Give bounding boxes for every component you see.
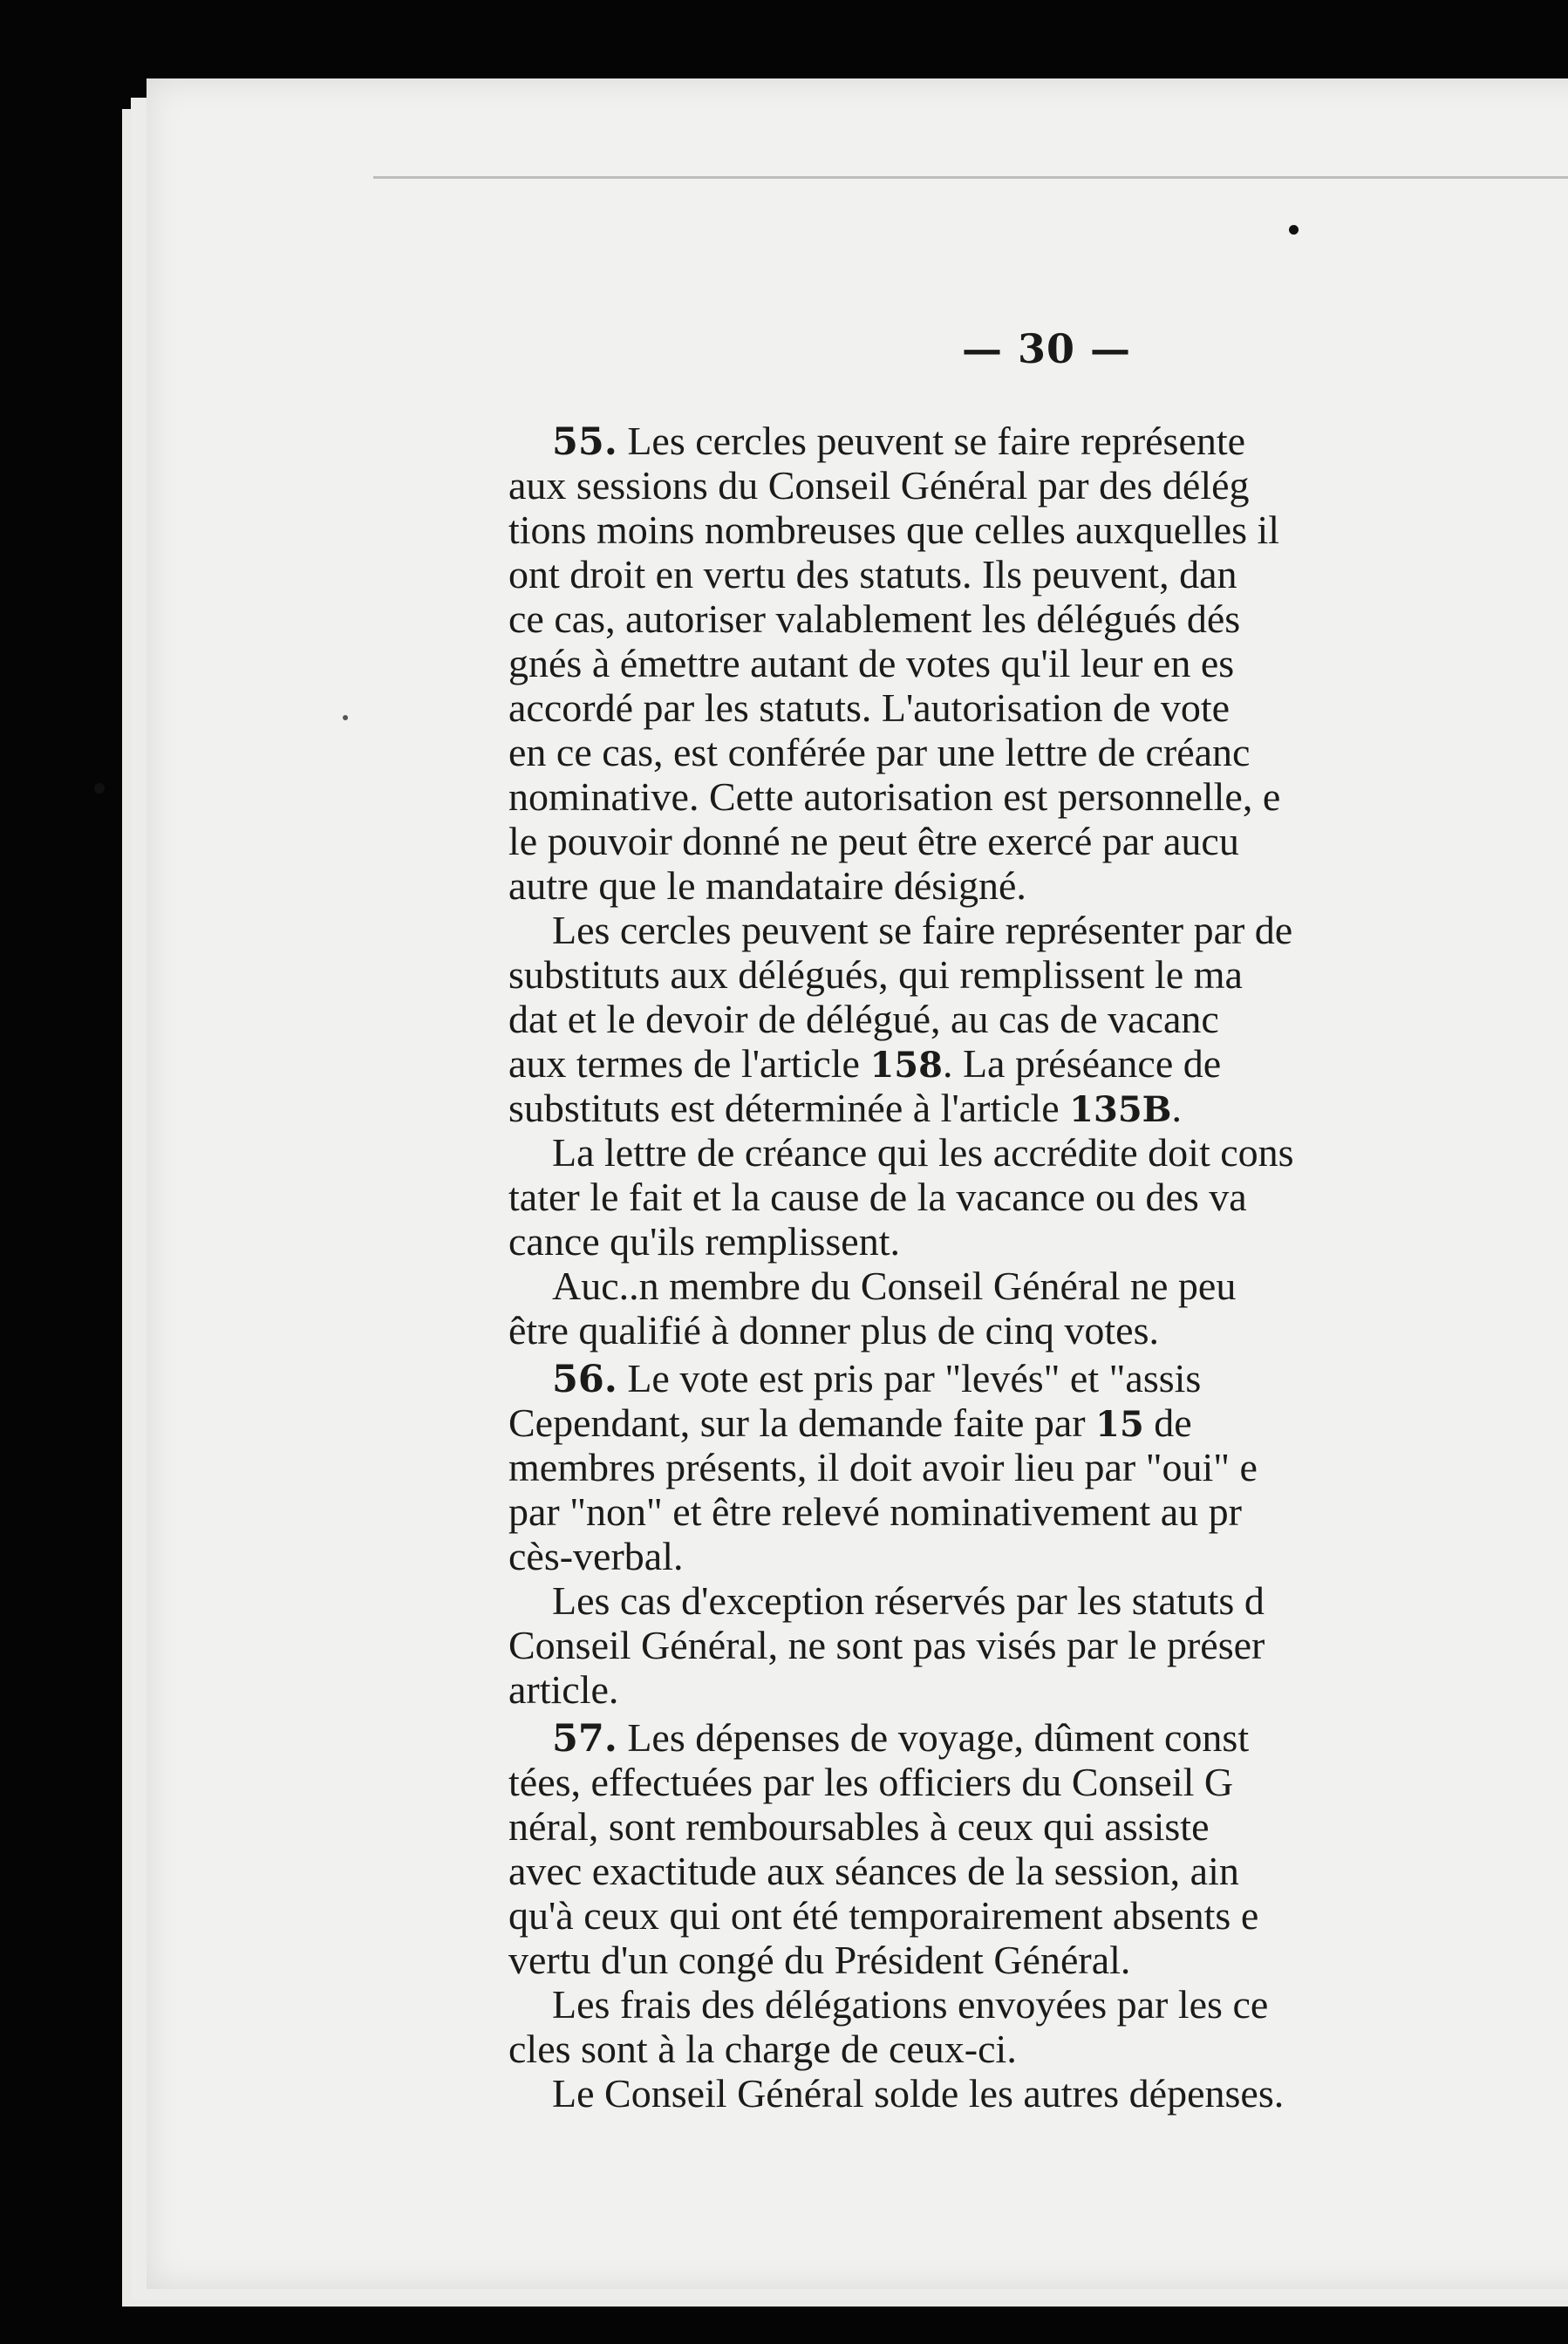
- text-segment: qu'à ceux qui ont été temporairement absents e: [508, 1893, 1259, 1938]
- text-segment: membres présents, il doit avoir lieu par "oui" e: [508, 1445, 1258, 1489]
- text-line: [508, 2027, 1568, 2071]
- text-line: [508, 997, 1568, 1041]
- text-line: [508, 1041, 1568, 1086]
- article-reference: 158: [869, 1045, 943, 1086]
- text-segment: Les dépenses de voyage, dûment const: [617, 1715, 1250, 1760]
- text-line: [508, 463, 1568, 508]
- page-number: — 30 —: [961, 325, 1132, 372]
- text-line: [508, 730, 1568, 774]
- page-top-rule: [373, 176, 1568, 179]
- text-line: [508, 2071, 1568, 2116]
- text-segment: nominative. Cette autorisation est personnelle, e: [508, 774, 1281, 819]
- text-segment: substituts aux délégués, qui remplissent le ma: [508, 952, 1243, 997]
- text-segment: tées, effectuées par les officiers du Conseil G: [508, 1760, 1234, 1804]
- text-line: [508, 1175, 1568, 1219]
- text-segment: article.: [508, 1667, 619, 1712]
- text-segment: La lettre de créance qui les accrédite doit cons: [552, 1130, 1294, 1175]
- text-segment: de: [1143, 1400, 1192, 1445]
- text-line: [508, 1982, 1568, 2027]
- text-line: [508, 596, 1568, 641]
- text-line: [508, 1715, 1568, 1760]
- text-segment: Les cas d'exception réservés par les statuts d: [552, 1578, 1265, 1623]
- text-line: [508, 774, 1568, 819]
- article-number: 57.: [552, 1717, 617, 1760]
- text-segment: dat et le devoir de délégué, au cas de vacanc: [508, 997, 1219, 1041]
- article-reference: 15: [1095, 1404, 1144, 1445]
- text-segment: ont droit en vertu des statuts. Ils peuvent, dan: [508, 552, 1237, 596]
- text-line: [508, 1623, 1568, 1667]
- text-line: [508, 419, 1568, 463]
- text-line: [508, 1534, 1568, 1578]
- text-segment: cès-verbal.: [508, 1534, 684, 1578]
- text-segment: aux termes de l'article: [508, 1041, 870, 1086]
- ink-speck: [1289, 225, 1299, 235]
- text-line: [508, 1356, 1568, 1400]
- text-segment: Les cercles peuvent se faire représente: [617, 419, 1246, 463]
- text-segment: .: [1171, 1086, 1182, 1130]
- text-segment: Les frais des délégations envoyées par les ce: [552, 1982, 1269, 2027]
- text-line: [508, 1445, 1568, 1489]
- text-segment: aux sessions du Conseil Général par des délég: [508, 463, 1250, 508]
- text-line: [508, 1893, 1568, 1938]
- text-line: [508, 908, 1568, 952]
- text-line: [508, 1308, 1568, 1353]
- article-reference: 135B: [1069, 1089, 1172, 1130]
- text-segment: cles sont à la charge de ceux-ci.: [508, 2027, 1017, 2071]
- text-line: [508, 1760, 1568, 1804]
- text-segment: Les cercles peuvent se faire représenter par de: [552, 908, 1293, 952]
- text-line: [508, 1219, 1568, 1264]
- text-segment: ce cas, autoriser valablement les délégués dés: [508, 596, 1241, 641]
- text-segment: Le vote est pris par "levés" et "assis: [617, 1356, 1202, 1400]
- text-segment: avec exactitude aux séances de la session, ain: [508, 1849, 1239, 1893]
- text-segment: néral, sont remboursables à ceux qui assiste: [508, 1804, 1210, 1849]
- text-segment: accordé par les statuts. L'autorisation de vote: [508, 685, 1231, 730]
- text-line: [508, 1804, 1568, 1849]
- text-segment: vertu d'un congé du Président Général.: [508, 1938, 1131, 1982]
- text-segment: Conseil Général, ne sont pas visés par le préser: [508, 1623, 1265, 1667]
- text-segment: par "non" et être relevé nominativement au pr: [508, 1489, 1242, 1534]
- text-line: [508, 1264, 1568, 1308]
- text-line: [508, 1489, 1568, 1534]
- text-line: [508, 952, 1568, 997]
- text-segment: Le Conseil Général solde les autres dépenses.: [552, 2071, 1285, 2116]
- text-line: [508, 685, 1568, 730]
- text-line: [508, 1400, 1568, 1445]
- text-line: [508, 863, 1568, 908]
- text-line: [508, 1938, 1568, 1982]
- text-line: [508, 819, 1568, 863]
- body-text: [508, 419, 1568, 2116]
- text-segment: Cependant, sur la demande faite par: [508, 1400, 1096, 1445]
- text-segment: en ce cas, est conférée par une lettre de créanc: [508, 730, 1251, 774]
- text-line: [508, 1578, 1568, 1623]
- text-segment: Auc..n membre du Conseil Général ne peu: [552, 1264, 1237, 1308]
- text-segment: tater le fait et la cause de la vacance ou des va: [508, 1175, 1247, 1219]
- text-segment: tions moins nombreuses que celles auxquelles il: [508, 508, 1280, 552]
- text-line: [508, 1130, 1568, 1175]
- text-line: [508, 508, 1568, 552]
- text-segment: substituts est déterminée à l'article: [508, 1086, 1070, 1130]
- margin-speck: [94, 783, 105, 794]
- text-segment: . La préséance de: [942, 1041, 1222, 1086]
- article-number: 55.: [552, 420, 617, 463]
- text-line: [508, 641, 1568, 685]
- text-segment: le pouvoir donné ne peut être exercé par aucu: [508, 819, 1239, 863]
- margin-speck: [343, 715, 348, 720]
- text-line: [508, 1667, 1568, 1712]
- text-line: [508, 1086, 1568, 1130]
- text-line: [508, 1849, 1568, 1893]
- text-segment: gnés à émettre autant de votes qu'il leur en es: [508, 641, 1235, 685]
- text-segment: être qualifié à donner plus de cinq votes.: [508, 1308, 1159, 1353]
- text-segment: cance qu'ils remplissent.: [508, 1219, 900, 1264]
- text-segment: autre que le mandataire désigné.: [508, 863, 1026, 908]
- text-line: [508, 552, 1568, 596]
- article-number: 56.: [552, 1358, 617, 1400]
